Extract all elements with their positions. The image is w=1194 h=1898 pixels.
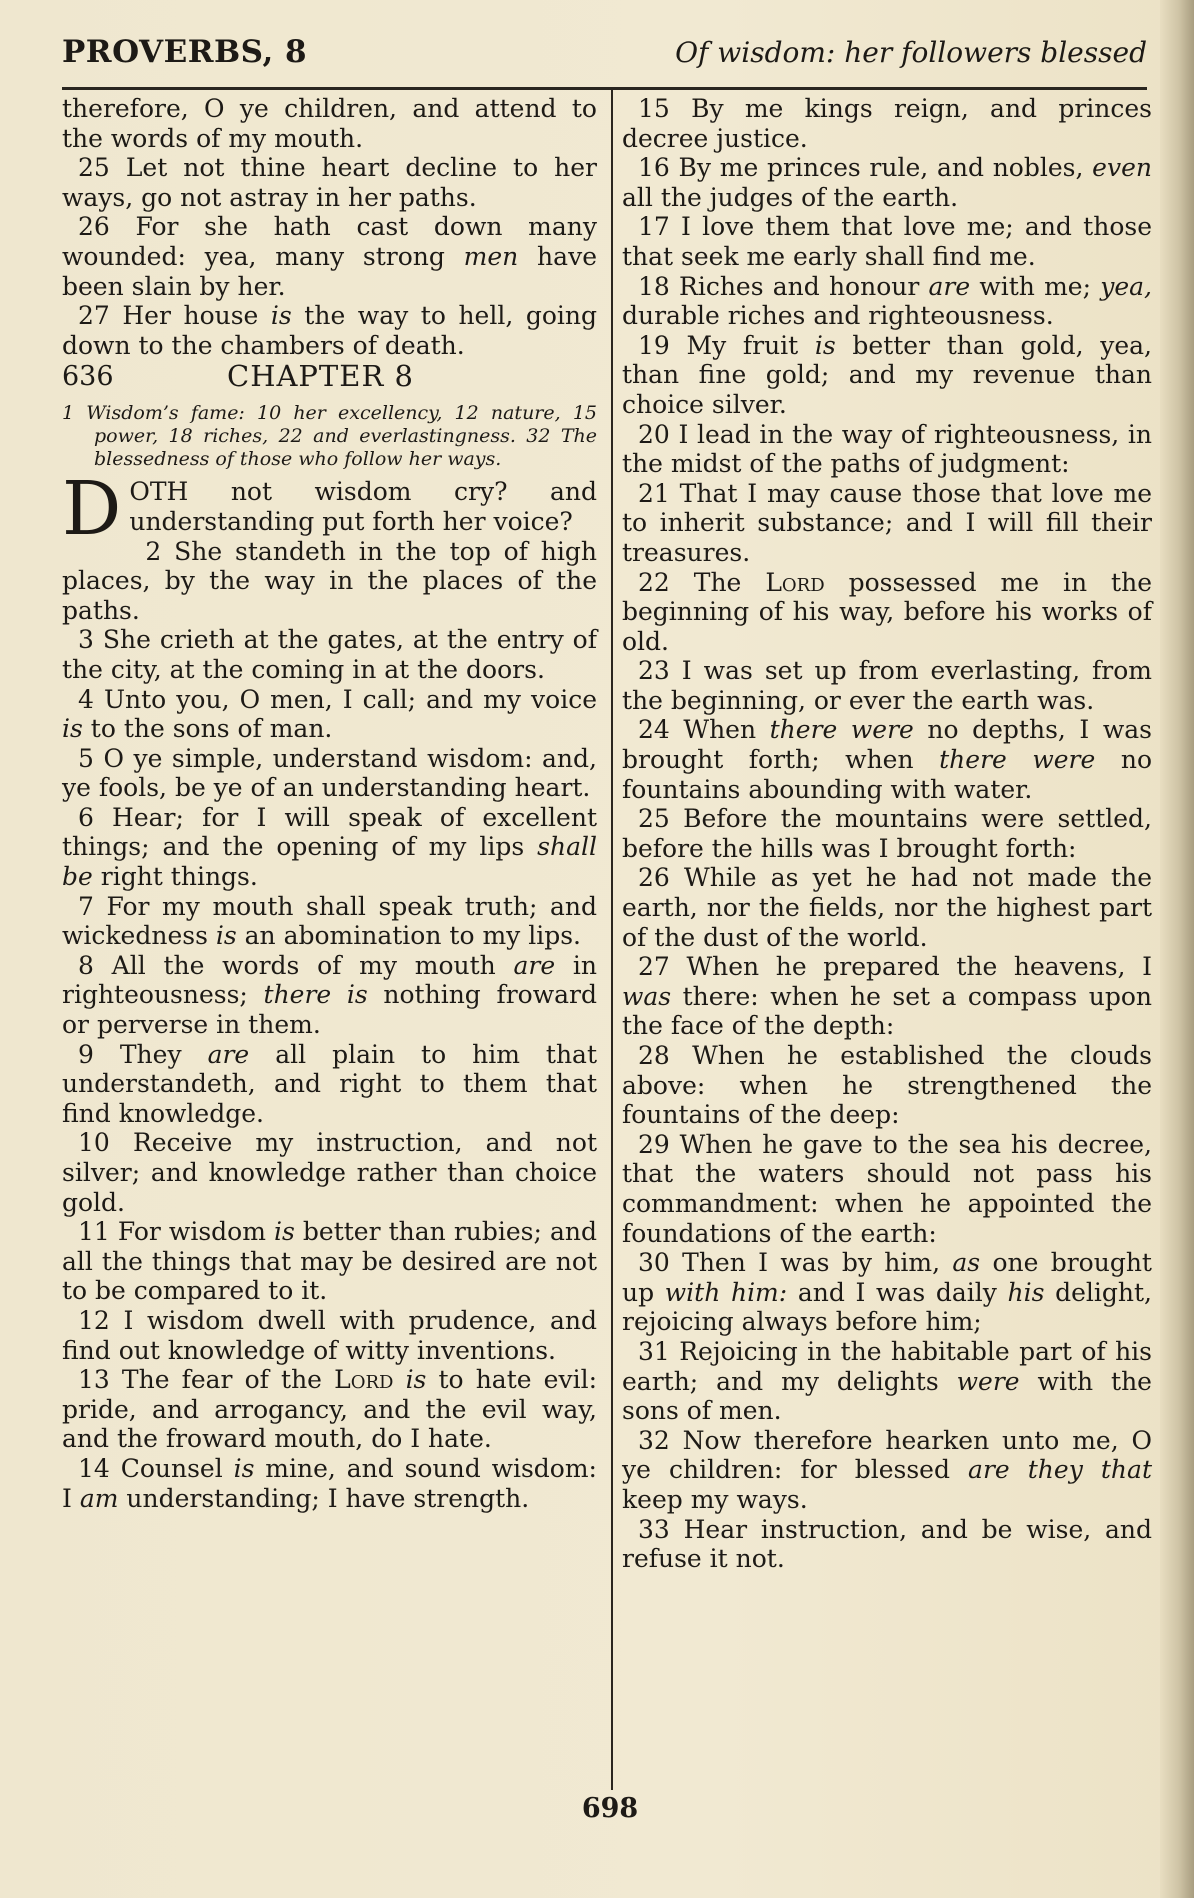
verse-8-5: 5 O ye simple, understand wisdom: and, ye fools, be ye of an understanding heart.: [62, 743, 597, 803]
verse-8-9: 9 They are all plain to him that understandeth, and right to them that find knowledge.: [62, 1039, 597, 1128]
verse-7-26: 26 For she hath cast down many wounded: yea, many strong men have been slain by her.: [62, 212, 597, 301]
verse-8-29: 29 When he gave to the sea his decree, that the waters should not pass his commandment: when he appointed the foundations of the earth:: [622, 1129, 1152, 1248]
verse-7-27: 27 Her house is the way to hell, going down to the chambers of death.: [62, 301, 597, 360]
verse-8-11: 11 For wisdom is better than rubies; and all the things that may be desired are not to be compared to it.: [62, 1217, 598, 1306]
verse-8-10: 10 Receive my instruction, and not silver; and knowledge rather than choice gold.: [62, 1128, 597, 1217]
verse-8-1: DOTH not wisdom cry? and understanding put forth her voice?: [62, 466, 597, 553]
column-divider: [611, 90, 613, 1790]
header-rule: [62, 87, 1147, 90]
verse-24-continuation: therefore, O ye children, and attend to the words of my mouth.: [62, 94, 597, 153]
verse-8-6: 6 Hear; for I will speak of excellent things; and the opening of my lips shall be right things.: [62, 802, 597, 892]
verse-8-30: 30 Then I was by him, as one brought up with him: and I was daily his delight, rejoicing always before him;: [622, 1248, 1152, 1337]
verse-8-4: 4 Unto you, O men, I call; and my voice is to the sons of man.: [62, 684, 597, 744]
verse-8-14: 14 Counsel is mine, and sound wisdom: I am understanding; I have strength.: [62, 1453, 597, 1513]
page-gutter-shadow: [1160, 0, 1194, 1898]
page-number: 698: [581, 1793, 639, 1824]
verse-8-15: 15 By me kings reign, and princes decree justice.: [622, 94, 1152, 153]
verse-8-28: 28 When he established the clouds above: when he strengthened the fountains of the deep:: [622, 1041, 1152, 1130]
verse-8-32: 32 Now therefore hearken unto me, O ye children: for blessed are they that keep my ways.: [622, 1425, 1152, 1514]
book-chapter-heading: PROVERBS, 8: [62, 34, 308, 70]
verse-8-20: 20 I lead in the way of righteousness, in the midst of the paths of judgment:: [622, 419, 1152, 479]
verse-8-7: 7 For my mouth shall speak truth; and wickedness is an abomination to my lips.: [62, 891, 597, 951]
drop-cap: D: [62, 466, 122, 553]
verse-8-2: 2 She standeth in the top of high places, by the way in the places of the paths.: [62, 536, 597, 625]
verse-8-19: 19 My fruit is better than gold, yea, than fine gold; and my revenue than choice silver.: [622, 330, 1152, 419]
page-reference-number: 636: [62, 361, 114, 393]
verse-8-12: 12 I wisdom dwell with prudence, and find out knowledge of witty inventions.: [62, 1305, 597, 1365]
left-column: [62, 94, 597, 1513]
running-head: [62, 34, 1147, 84]
verse-8-33: 33 Hear instruction, and be wise, and refuse it not.: [622, 1514, 1152, 1574]
verse-8-22: 22 The Lord possessed me in the beginning of his way, before his works of old.: [622, 567, 1153, 656]
verse-8-23: 23 I was set up from everlasting, from the beginning, or ever the earth was.: [622, 656, 1152, 715]
page-topic-heading: Of wisdom: her followers blessed: [675, 36, 1147, 69]
verse-8-21: 21 That I may cause those that love me to inherit substance; and I will fill their treasures.: [622, 478, 1152, 567]
verse-8-27: 27 When he prepared the heavens, I was there: when he set a compass upon the face of the depth:: [622, 952, 1152, 1041]
verse-8-16: 16 By me princes rule, and nobles, even all the judges of the earth.: [622, 153, 1152, 212]
verse-8-31: 31 Rejoicing in the habitable part of his earth; and my delights were with the sons of men.: [622, 1336, 1152, 1426]
verse-8-18: 18 Riches and honour are with me; yea, durable riches and righteousness.: [622, 271, 1153, 331]
verse-8-26: 26 While as yet he had not made the earth, nor the fields, nor the highest part of the dust of the world.: [622, 863, 1152, 952]
chapter-heading: [62, 359, 597, 398]
verse-7-25: 25 Let not thine heart decline to her ways, go not astray in her paths.: [62, 153, 597, 212]
chapter-title: CHAPTER 8: [227, 359, 414, 394]
verse-8-8: 8 All the words of my mouth are in righteousness; there is nothing froward or perverse in them.: [62, 950, 597, 1040]
chapter-summary: 1 Wisdom’s fame: 10 her excellency, 12 nature, 15 power, 18 riches, 22 and everlastingness. 32 The blessedness of those who follow her ways.: [62, 402, 597, 471]
verse-8-24: 24 When there were no depths, I was brought forth; when there were no fountains abounding with water.: [622, 715, 1152, 804]
verse-8-25: 25 Before the mountains were settled, before the hills was I brought forth:: [622, 804, 1152, 863]
right-column: [622, 94, 1152, 1574]
verse-8-13: 13 The fear of the Lord is to hate evil: pride, and arrogancy, and the evil way, and the froward mouth, do I hate.: [62, 1365, 597, 1454]
verse-8-3: 3 She crieth at the gates, at the entry of the city, at the coming in at the doors.: [62, 625, 597, 684]
verse-8-17: 17 I love them that love me; and those that seek me early shall find me.: [622, 212, 1152, 271]
